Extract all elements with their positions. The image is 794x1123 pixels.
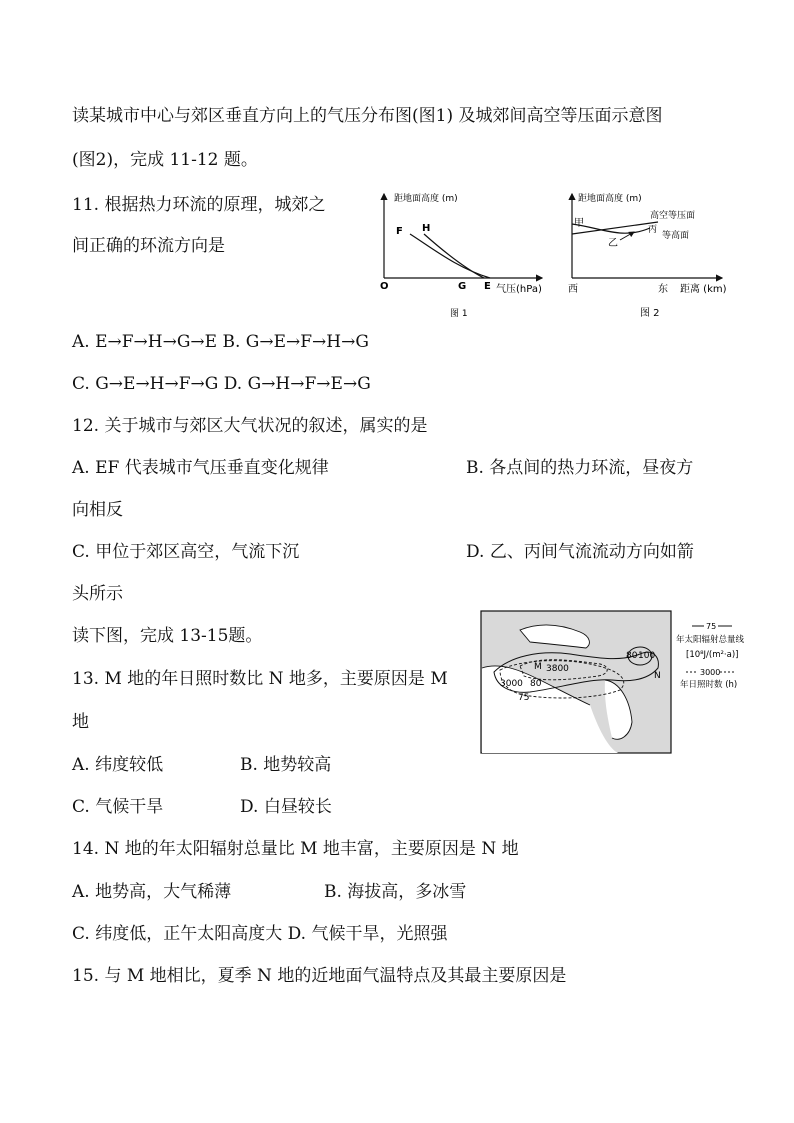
q11-options-ab: A. E→F→H→G→E B. G→E→F→H→G (72, 332, 369, 352)
figure-1-pressure-diagram (372, 188, 552, 323)
fig2-west: 西 (568, 284, 578, 295)
fig1-ylabel: 距地面高度 (m) (394, 194, 458, 204)
fig1-label-E: E (484, 281, 491, 292)
fig2-upper-isobar-label: 高空等压面 (650, 211, 696, 221)
q12-option-b: B. 各点间的热力环流，昼夜方 (466, 458, 694, 478)
fig1-label-G: G (458, 281, 467, 292)
fig1-xlabel: 气压(hPa) (496, 284, 542, 295)
figure-2-isobar-diagram (562, 188, 732, 323)
legend-radiation-label: 年太阳辐射总量线 (676, 635, 745, 645)
map-label-M: M (534, 662, 542, 672)
legend-radiation-unit: [10⁸J/(m²·a)] (686, 650, 739, 660)
q11-options-cd: C. G→E→H→F→G D. G→H→F→E→G (72, 374, 371, 394)
fig2-ylabel: 距地面高度 (m) (578, 194, 642, 204)
q12-option-b-cont: 向相反 (72, 500, 123, 520)
intro-text-line3: 读下图，完成 13-15题。 (72, 626, 263, 646)
q15-stem: 15. 与 M 地相比，夏季 N 地的近地面气温特点及其最主要原因是 (72, 966, 567, 986)
q13-stem-line2: 地 (72, 712, 89, 732)
fig1-label-F: F (396, 226, 403, 237)
intro-text-line2: (图2)，完成 11-12 题。 (72, 150, 258, 170)
q12-option-c: C. 甲位于郊区高空，气流下沉 (72, 542, 300, 562)
fig1-curve-HE (424, 234, 484, 278)
map-value-3800: 3800 (546, 664, 569, 674)
q13-option-b: B. 地势较高 (240, 755, 332, 775)
q12-option-a: A. EF 代表城市气压垂直变化规律 (72, 458, 329, 478)
intro-text-line1: 读某城市中心与郊区垂直方向上的气压分布图(图1) 及城郊间高空等压面示意图 (72, 106, 663, 126)
q13-option-d: D. 白昼较长 (240, 797, 332, 817)
q13-stem-line1: 13. M 地的年日照时数比 N 地多，主要原因是 M (72, 669, 448, 689)
map-value-75: 75 (518, 693, 530, 703)
fig2-label-yi: 乙 (608, 238, 618, 249)
q14-option-a: A. 地势高，大气稀薄 (72, 882, 232, 902)
map-value-80b: 80 (626, 651, 638, 661)
q12-option-d-cont: 头所示 (72, 584, 123, 604)
q12-option-d: D. 乙、丙间气流流动方向如箭 (466, 542, 694, 562)
q13-option-c: C. 气候干旱 (72, 797, 164, 817)
map-value-3000: 3000 (500, 679, 523, 689)
fig2-east: 东 (658, 284, 668, 295)
map-value-80a: 80 (530, 679, 542, 689)
q14-option-b: B. 海拔高，多冰雪 (324, 882, 467, 902)
fig2-caption: 图 2 (640, 308, 660, 319)
fig2-label-bing: 丙 (648, 225, 658, 235)
map-figure (480, 610, 760, 754)
q11-stem-line2: 间正确的环流方向是 (72, 236, 225, 256)
q11-stem-line1: 11. 根据热力环流的原理，城郊之 (72, 195, 326, 215)
q13-option-a: A. 纬度较低 (72, 755, 164, 775)
fig1-caption: 图 1 (450, 309, 468, 319)
q12-stem: 12. 关于城市与郊区大气状况的叙述，属实的是 (72, 416, 428, 436)
legend-3000: 3000 (700, 668, 721, 677)
fig1-origin: O (380, 281, 389, 292)
fig2-xlabel: 距离 (km) (680, 284, 727, 295)
legend-sunshine-label: 年日照时数 (h) (680, 680, 738, 690)
legend-75: 75 (706, 622, 717, 631)
fig2-label-jia: 甲 (574, 218, 584, 229)
map-label-N: N (654, 671, 661, 681)
fig2-iso-label: 等高面 (662, 231, 690, 241)
fig1-label-H: H (422, 223, 431, 234)
q14-stem: 14. N 地的年太阳辐射总量比 M 地丰富，主要原因是 N 地 (72, 839, 519, 859)
map-value-100: 100 (638, 651, 656, 661)
q14-options-cd: C. 纬度低，正午太阳高度大 D. 气候干旱，光照强 (72, 924, 448, 944)
